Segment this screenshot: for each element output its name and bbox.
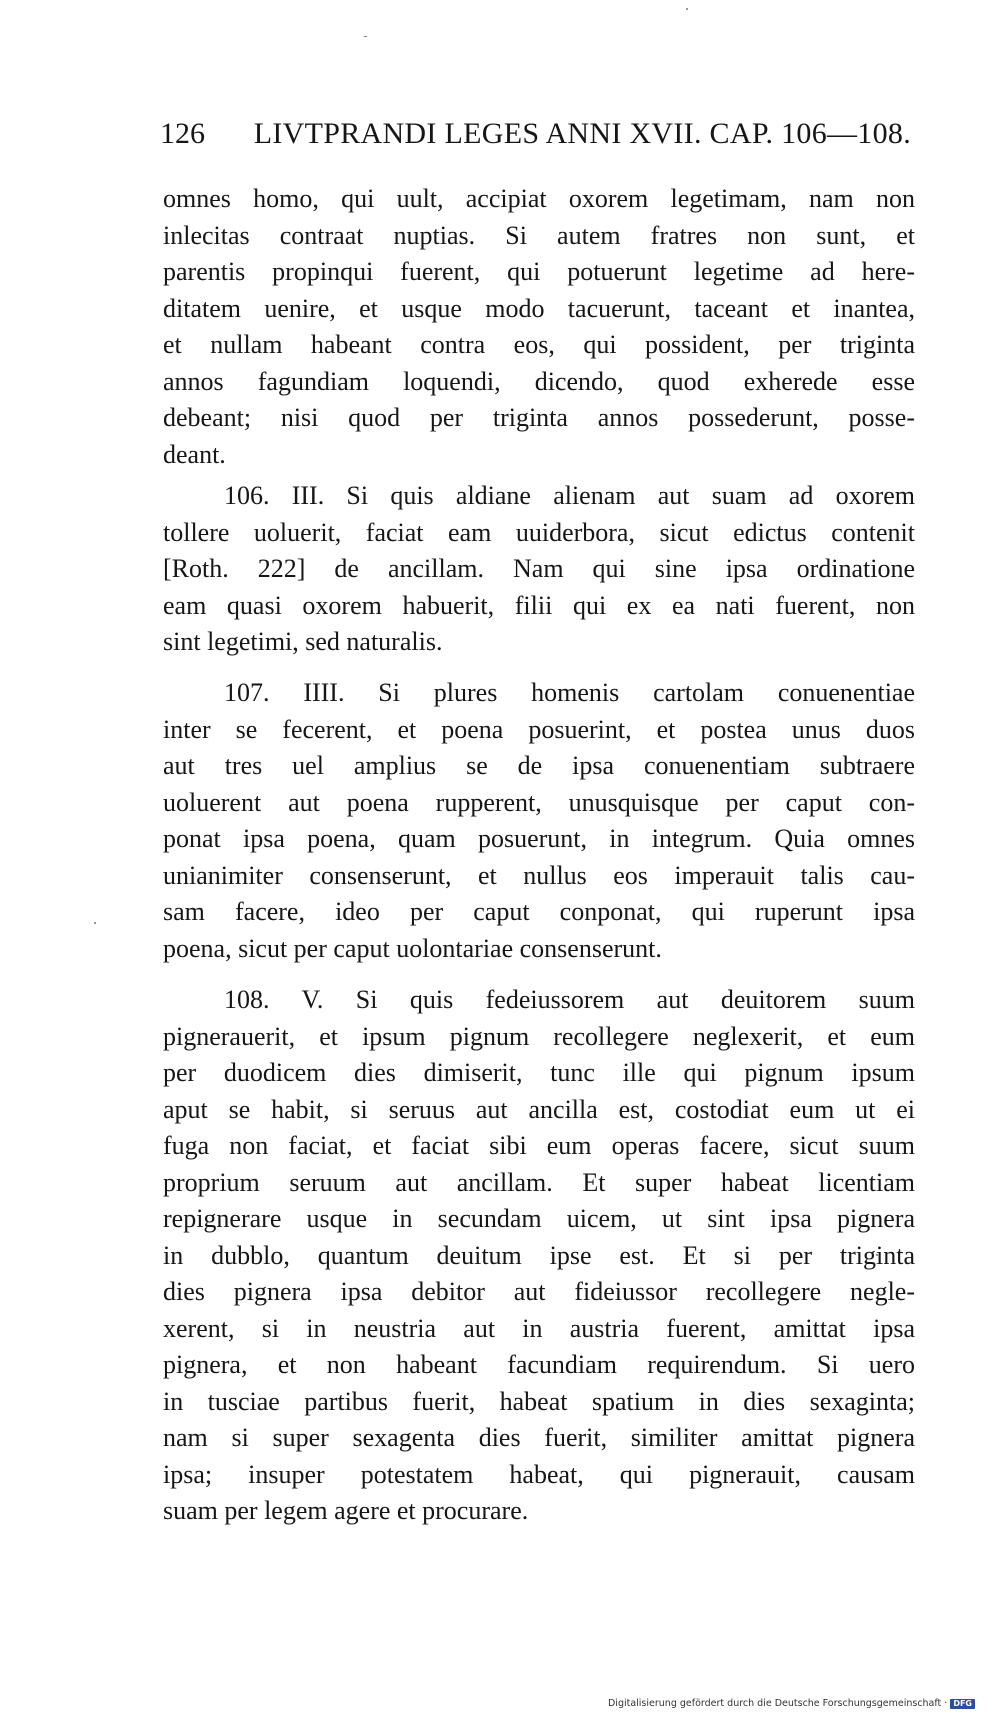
text-line: in dubblo, quantum deuitum ipse est. Et si per triginta — [163, 1240, 915, 1270]
text-line: aut tres uel amplius se de ipsa conuenentiam subtraere — [163, 751, 915, 780]
paragraph-continuation — [163, 181, 915, 473]
text-line: sint legetimi, sed naturalis. — [163, 627, 443, 656]
text-line: 107. IIII. Si plures homenis cartolam conuenentiae — [224, 678, 915, 707]
running-header — [160, 116, 911, 152]
text-line: pignerauerit, et ipsum pignum recollegere neglexerit, et eum — [163, 1021, 915, 1051]
text-line: repignerare usque in secundam uicem, ut sint ipsa pignera — [163, 1204, 915, 1233]
text-line: omnes homo, qui uult, accipiat oxorem legetimam, nam non — [163, 184, 915, 213]
text-line: ipsa; insuper potestatem habeat, qui pignerauit, causam — [163, 1459, 915, 1489]
digitization-footer: Digitalisierung gefördert durch die Deutsche Forschungsgemeinschaft · DFG — [608, 1698, 975, 1709]
text-line: 108. V. Si quis fedeiussorem aut deuitorem suum — [224, 985, 915, 1014]
scan-speck — [94, 922, 96, 924]
page-number: 126 — [160, 117, 205, 150]
paragraph-cap-106 — [163, 478, 915, 661]
dfg-logo: DFG — [950, 1699, 975, 1709]
text-line: et nullam habeant contra eos, qui possident, per triginta — [163, 330, 915, 359]
text-line: deant. — [163, 439, 226, 469]
text-line: annos fagundiam loquendi, dicendo, quod exherede esse — [163, 366, 915, 396]
text-line: [Roth. 222] de ancillam. Nam qui sine ipsa ordinatione — [163, 554, 915, 583]
scan-speck — [686, 8, 688, 10]
text-line: ditatem uenire, et usque modo tacuerunt, taceant et inantea, — [163, 293, 915, 323]
text-line: 106. III. Si quis aldiane alienam aut suam ad oxorem — [224, 481, 915, 510]
text-line: debeant; nisi quod per triginta annos possederunt, posse- — [163, 403, 915, 432]
paragraph-cap-107 — [163, 675, 915, 967]
footer-credit: Digitalisierung gefördert durch die Deutsche Forschungsgemeinschaft — [607, 1698, 942, 1709]
text-line: tollere uoluerit, faciat eam uuiderbora, sicut edictus contenit — [163, 517, 915, 547]
text-line: in tusciae partibus fuerit, habeat spatium in dies sexaginta; — [163, 1386, 915, 1416]
text-line: pignera, et non habeant facundiam requirendum. Si uero — [163, 1350, 915, 1379]
text-line: nam si super sexagenta dies fuerit, similiter amittat pignera — [163, 1423, 915, 1452]
text-line: sam facere, ideo per caput conponat, qui ruperunt ipsa — [163, 897, 915, 926]
text-line: inlecitas contraat nuptias. Si autem fratres non sunt, et — [163, 220, 915, 250]
text-line: inter se fecerent, et poena posuerint, et postea unus duos — [163, 714, 915, 744]
scan-speck — [364, 36, 367, 37]
text-line: fuga non faciat, et faciat sibi eum operas facere, sicut suum — [163, 1131, 915, 1160]
text-line: eam quasi oxorem habuerit, filii qui ex ea nati fuerent, non — [163, 590, 915, 620]
text-line: uoluerent aut poena rupperent, unusquisque per caput con- — [163, 787, 915, 817]
text-line: dies pignera ipsa debitor aut fideiussor recollegere negle- — [163, 1277, 915, 1306]
paragraph-cap-108 — [163, 982, 915, 1530]
text-line: xerent, si in neustria aut in austria fuerent, amittat ipsa — [163, 1313, 915, 1343]
text-line: poena, sicut per caput uolontariae consenserunt. — [163, 933, 662, 963]
text-line: parentis propinqui fuerent, qui potuerunt legetime ad here- — [163, 257, 915, 286]
text-line: aput se habit, si seruus aut ancilla est, costodiat eum ut ei — [163, 1094, 915, 1124]
text-line: unianimiter consenserunt, et nullus eos imperauit talis cau- — [163, 860, 915, 890]
text-line: per duodicem dies dimiserit, tunc ille qui pignum ipsum — [163, 1058, 915, 1087]
running-title: LIVTPRANDI LEGES ANNI XVII. CAP. 106—108. — [253, 117, 911, 150]
text-line: ponat ipsa poena, quam posuerunt, in integrum. Quia omnes — [163, 824, 915, 853]
text-line: suam per legem agere et procurare. — [163, 1496, 529, 1525]
text-line: proprium seruum aut ancillam. Et super habeat licentiam — [163, 1167, 915, 1197]
